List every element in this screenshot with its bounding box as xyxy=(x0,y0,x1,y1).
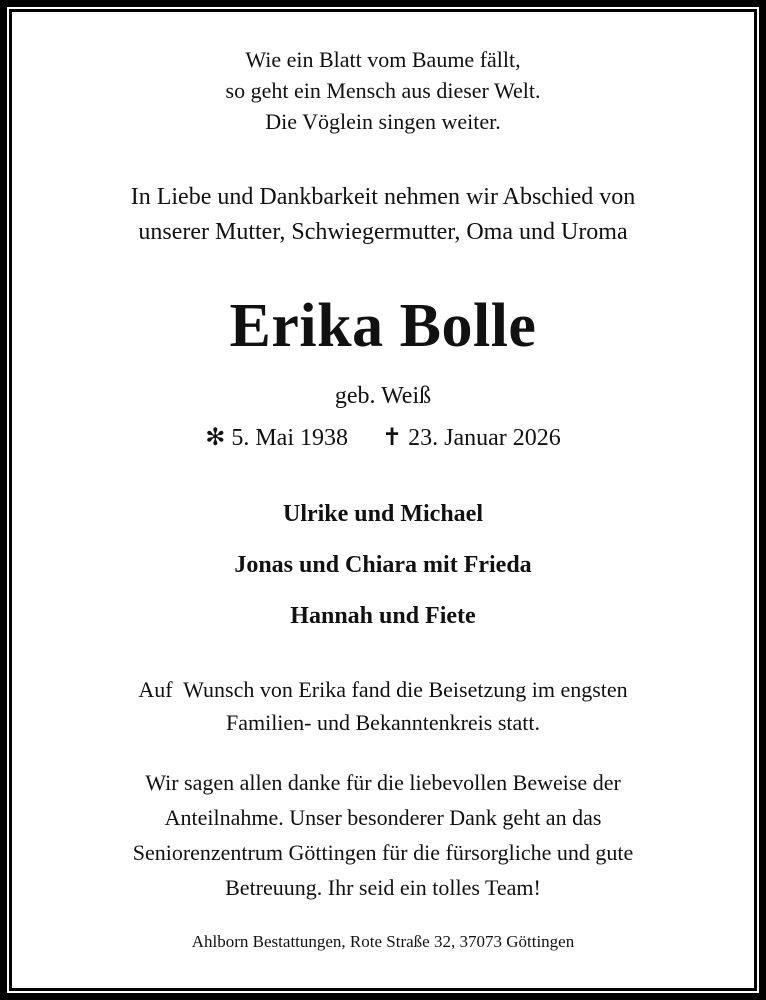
text-line: Anteilnahme. Unser besonderer Dank geht an das xyxy=(164,805,602,830)
text-line: Familien- und Bekanntenkreis statt. xyxy=(225,710,541,735)
verse-line: Die Vöglein singen weiter. xyxy=(265,109,501,134)
funeral-home: Ahlborn Bestattungen, Rote Straße 32, 37073 Göttingen xyxy=(191,932,575,951)
intro xyxy=(0,180,766,250)
mourner-line: Ulrike und Michael xyxy=(282,501,483,527)
mourners xyxy=(0,489,766,642)
deceased-name: Erika Bolle xyxy=(229,292,537,360)
birth-date: 5. Mai 1938 xyxy=(231,425,349,451)
life-dates xyxy=(0,421,766,455)
maiden-name: geb. Weiß xyxy=(334,383,432,409)
text-line: Wir sagen allen danke für die liebevollen Beweise der xyxy=(145,770,621,795)
intro-line: In Liebe und Dankbarkeit nehmen wir Abschied von xyxy=(130,184,636,210)
text-line: Auf Wunsch von Erika fand die Beisetzung im engsten xyxy=(138,677,628,702)
verse xyxy=(0,44,766,137)
death-cross-icon: ✝ xyxy=(382,425,403,451)
text-line: Seniorenzentrum Göttingen für die fürsorgliche und gute xyxy=(132,840,634,865)
mourner-line: Hannah und Fiete xyxy=(290,603,476,629)
death-date: 23. Januar 2026 xyxy=(408,425,561,451)
text-line: Betreuung. Ihr seid ein tolles Team! xyxy=(225,875,541,900)
verse-line: so geht ein Mensch aus dieser Welt. xyxy=(225,78,541,103)
birth-star-icon: ✻ xyxy=(205,425,226,451)
intro-line: unserer Mutter, Schwiegermutter, Oma und Uroma xyxy=(138,219,628,245)
funeral-note xyxy=(0,673,766,739)
thanks-note xyxy=(0,765,766,905)
mourner-line: Jonas und Chiara mit Frieda xyxy=(234,552,532,578)
verse-line: Wie ein Blatt vom Baume fällt, xyxy=(245,47,521,72)
